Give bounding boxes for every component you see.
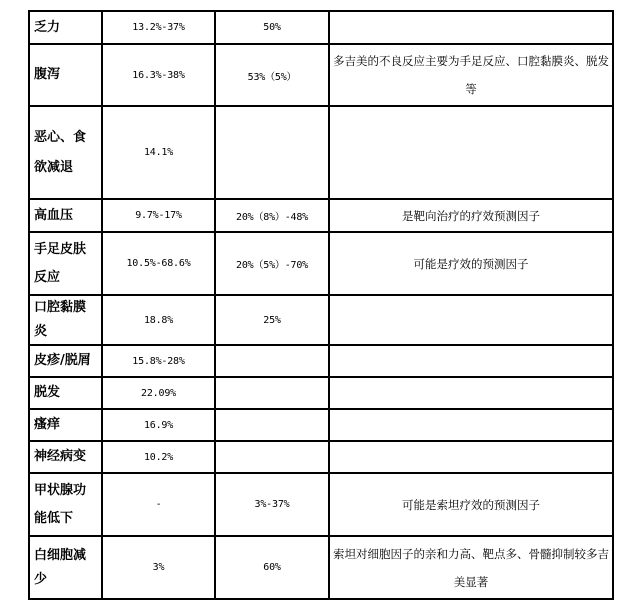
cell-col1: 15.8%-28% xyxy=(102,345,215,377)
table-row xyxy=(29,377,613,409)
cell-col2 xyxy=(215,345,329,377)
table-row xyxy=(29,11,613,44)
cell-note: 多吉美的不良反应主要为手足反应、口腔黏膜炎、脱发等 xyxy=(329,44,613,106)
cell-col2: 20%（5%）-70% xyxy=(215,232,329,295)
cell-col1: 9.7%-17% xyxy=(102,199,215,232)
table-row xyxy=(29,345,613,377)
row-label: 乏力 xyxy=(29,11,102,44)
cell-col1: 18.8% xyxy=(102,295,215,345)
cell-col2: 25% xyxy=(215,295,329,345)
cell-note: 索坦对细胞因子的亲和力高、靶点多、骨髓抑制较多吉美显著 xyxy=(329,536,613,599)
cell-col2: 60% xyxy=(215,536,329,599)
cell-col2 xyxy=(215,409,329,441)
cell-note: 可能是疗效的预测因子 xyxy=(329,232,613,295)
row-label: 皮疹/脱屑 xyxy=(29,345,102,377)
cell-note xyxy=(329,106,613,199)
cell-note xyxy=(329,441,613,473)
row-label: 白细胞减少 xyxy=(29,536,102,599)
row-label: 手足皮肤反应 xyxy=(29,232,102,295)
table-row xyxy=(29,409,613,441)
cell-col1: 16.9% xyxy=(102,409,215,441)
table-row xyxy=(29,295,613,345)
table-row xyxy=(29,232,613,295)
table-row xyxy=(29,106,613,199)
cell-col1: 13.2%-37% xyxy=(102,11,215,44)
row-label: 高血压 xyxy=(29,199,102,232)
cell-col1: 16.3%-38% xyxy=(102,44,215,106)
table-row xyxy=(29,473,613,536)
cell-note: 可能是索坦疗效的预测因子 xyxy=(329,473,613,536)
cell-col1: 3% xyxy=(102,536,215,599)
adverse-reaction-table xyxy=(28,10,614,600)
cell-col2: 20%（8%）-48% xyxy=(215,199,329,232)
table-row xyxy=(29,199,613,232)
cell-col1: 10.2% xyxy=(102,441,215,473)
cell-col2: 3%-37% xyxy=(215,473,329,536)
cell-note xyxy=(329,345,613,377)
cell-col1: 10.5%-68.6% xyxy=(102,232,215,295)
row-label: 瘙痒 xyxy=(29,409,102,441)
row-label: 恶心、食欲减退 xyxy=(29,106,102,199)
table-row xyxy=(29,441,613,473)
cell-note xyxy=(329,409,613,441)
cell-col2 xyxy=(215,441,329,473)
cell-col2 xyxy=(215,106,329,199)
row-label: 口腔黏膜炎 xyxy=(29,295,102,345)
cell-col2: 53%（5%） xyxy=(215,44,329,106)
cell-note xyxy=(329,295,613,345)
cell-col1: - xyxy=(102,473,215,536)
cell-note xyxy=(329,377,613,409)
cell-note xyxy=(329,11,613,44)
cell-col1: 22.09% xyxy=(102,377,215,409)
row-label: 腹泻 xyxy=(29,44,102,106)
row-label: 脱发 xyxy=(29,377,102,409)
cell-col2 xyxy=(215,377,329,409)
cell-col2: 50% xyxy=(215,11,329,44)
row-label: 甲状腺功能低下 xyxy=(29,473,102,536)
table-row xyxy=(29,44,613,106)
cell-note: 是靶向治疗的疗效预测因子 xyxy=(329,199,613,232)
cell-col1: 14.1% xyxy=(102,106,215,199)
row-label: 神经病变 xyxy=(29,441,102,473)
